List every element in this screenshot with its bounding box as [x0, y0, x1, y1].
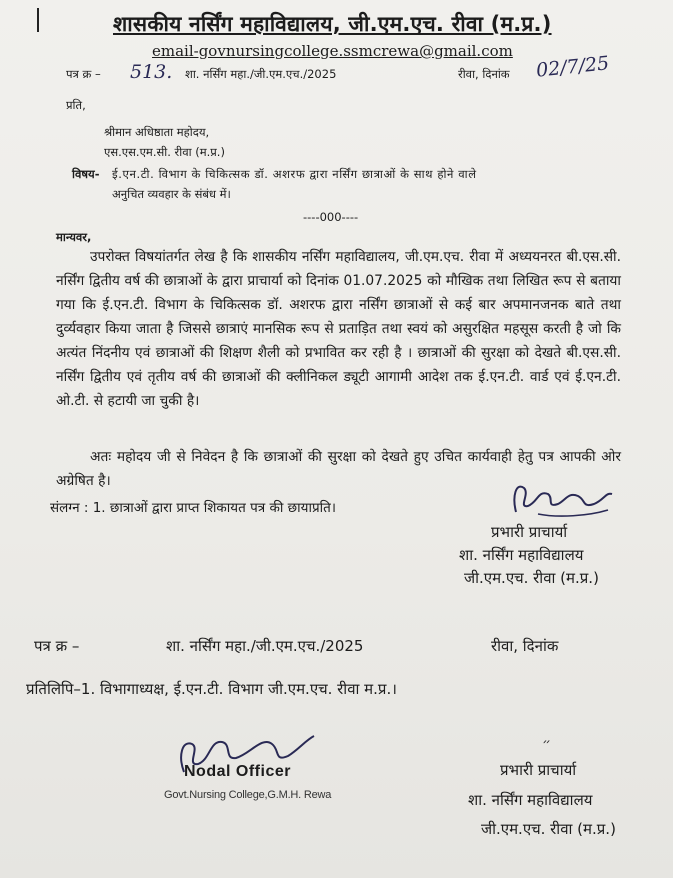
- copy-line: प्रतिलिपि–1. विभागाध्यक्ष, ई.एन.टी. विभाग जी.एम.एच. रीवा म.प्र.।: [26, 680, 397, 698]
- subject-label: विषय-: [72, 167, 100, 181]
- nodal-officer-stamp-title: Nodal Officer: [184, 763, 291, 780]
- body-paragraph-1: उपरोक्त विषयांतर्गत लेख है कि शासकीय नर्सिंग महाविद्यालय, जी.एम.एच. रीवा में अध्ययनरत बी.एस.सी. नर्सिंग द्वितीय वर्ष की छात्राओं के द्वारा प्राचार्या को दिनांक 01.07.2025 को मौखिक तथा लिखित रूप से बताया गया कि ई.एन.टी. विभाग के चिकित्सक डॉ. अशरफ द्वारा नर्सिंग छात्राओं से कई बार अपमानजनक बाते तथा दुर्व्यवहार किया जाता है जिससे छात्राएं मानसिक रूप से प्रताड़ित तथा स्वयं को असुरक्षित महसूस करती है जो कि अत्यंत निंदनीय एवं छात्राओं की शिक्षण शैली को प्रभावित कर रही है । छात्राओं की सुरक्षा को देखते बी.एस.सी. नर्सिंग द्वितीय एवं तृतीय वर्ष की छात्राओं की क्लीनिकल ड्यूटी आगामी आदेश तक ई.एन.टी. वार्ड एवं ई.एन.टी. ओ.टी. से हटायी जा चुकी है।: [56, 249, 622, 409]
- signature-1-scribble: [508, 478, 618, 520]
- enclosure-line: संलग्न : 1. छात्राओं द्वारा प्राप्त शिकायत पत्र की छायाप्रति।: [50, 500, 336, 516]
- salutation: मान्यवर,: [56, 230, 92, 244]
- office-reference: शा. नर्सिंग महा./जी.एम.एच./2025: [185, 67, 337, 81]
- signature-1-institution: शा. नर्सिंग महाविद्यालय: [459, 546, 584, 564]
- letter-number-value: 513.: [130, 61, 173, 83]
- signature-2-mark: ״: [542, 736, 552, 752]
- signature-2-designation: प्रभारी प्राचार्या: [500, 761, 577, 779]
- copy-place-date-label: रीवा, दिनांक: [491, 637, 559, 655]
- recipient-line-1: श्रीमान अधिष्ठाता महोदय,: [104, 125, 210, 139]
- subject-line-1: ई.एन.टी. विभाग के चिकित्सक डॉ. अशरफ द्वारा नर्सिंग छात्राओं के साथ होने वाले: [112, 167, 477, 181]
- signature-2-institution: शा. नर्सिंग महाविद्यालय: [468, 791, 593, 809]
- to-label: प्रति,: [66, 98, 86, 112]
- letter-number-label: पत्र क्र –: [66, 67, 101, 81]
- recipient-line-2: एस.एस.एम.सी. रीवा (म.प्र.): [104, 145, 225, 159]
- margin-mark: [37, 8, 39, 32]
- signature-2-location: जी.एम.एच. रीवा (म.प्र.): [481, 820, 616, 838]
- signature-1-location: जी.एम.एच. रीवा (म.प्र.): [464, 569, 599, 587]
- body-paragraph-2: अतः महोदय जी से निवेदन है कि छात्राओं की सुरक्षा को देखते हुए उचित कार्यवाही हेतु पत्र आपकी ओर अग्रेषित है।: [56, 449, 621, 489]
- place-date-label: रीवा, दिनांक: [458, 67, 510, 81]
- letterhead-email: email-govnursingcollege.ssmcrewa@gmail.com: [152, 42, 513, 60]
- copy-office-reference: शा. नर्सिंग महा./जी.एम.एच./2025: [166, 637, 364, 655]
- nodal-officer-stamp-address: Govt.Nursing College,G.M.H. Rewa: [164, 789, 332, 801]
- copy-letter-number-label: पत्र क्र –: [34, 637, 80, 655]
- letterhead-title: शासकीय नर्सिंग महाविद्यालय, जी.एम.एच. रीवा (म.प्र.): [113, 12, 552, 36]
- handwritten-date: 02/7/25: [535, 52, 611, 82]
- signature-1-designation: प्रभारी प्राचार्या: [491, 523, 568, 541]
- separator: ----000----: [303, 210, 359, 224]
- subject-line-2: अनुचित व्यवहार के संबंध में।: [112, 187, 231, 201]
